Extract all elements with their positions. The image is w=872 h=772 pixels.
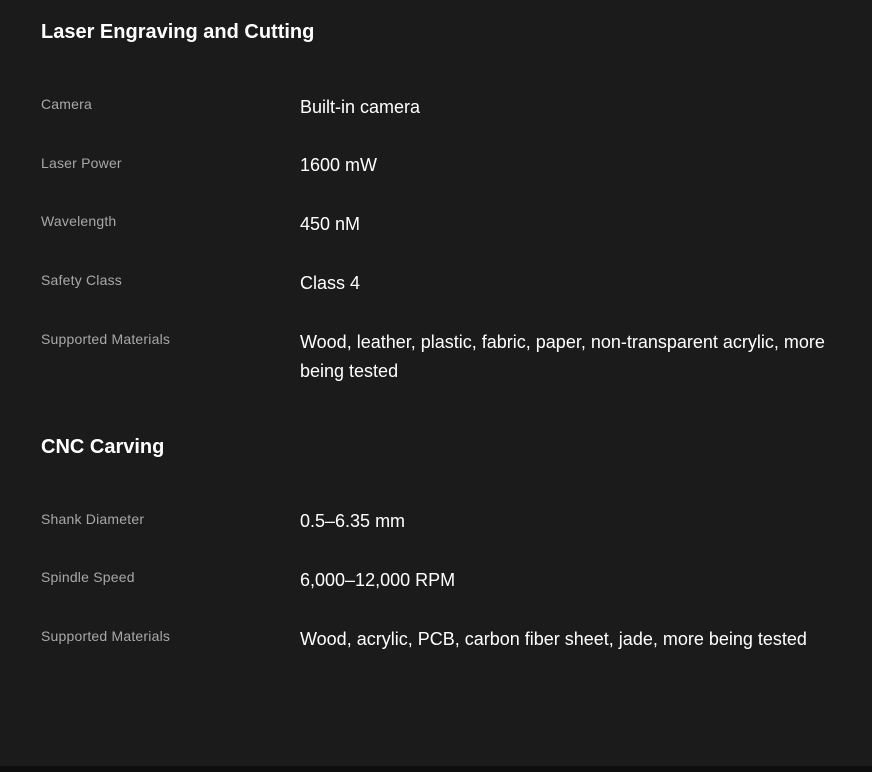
spec-value: 450 nM bbox=[300, 214, 361, 234]
spec-label: Safety Class bbox=[41, 272, 122, 288]
spec-label: Supported Materials bbox=[41, 331, 171, 347]
spec-value: 1600 mW bbox=[300, 155, 378, 175]
spec-label: Camera bbox=[41, 96, 92, 112]
spec-label: Shank Diameter bbox=[41, 511, 145, 527]
spec-value: Built-in camera bbox=[300, 97, 421, 117]
spec-value: Wood, leather, plastic, fabric, paper, non-transparent acrylic, more being tested bbox=[300, 332, 825, 381]
spec-value: Wood, acrylic, PCB, carbon fiber sheet, jade, more being tested bbox=[300, 629, 807, 649]
spec-label: Wavelength bbox=[41, 213, 117, 229]
section-title-cnc: CNC Carving bbox=[41, 436, 165, 458]
spec-label: Supported Materials bbox=[41, 628, 171, 644]
section-title-laser: Laser Engraving and Cutting bbox=[41, 21, 315, 43]
spec-label: Laser Power bbox=[41, 155, 122, 171]
spec-value: 6,000–12,000 RPM bbox=[300, 570, 456, 590]
spec-value: Class 4 bbox=[300, 273, 361, 293]
bottom-divider bbox=[0, 766, 872, 772]
spec-label: Spindle Speed bbox=[41, 569, 135, 585]
spec-value: 0.5–6.35 mm bbox=[300, 511, 406, 531]
